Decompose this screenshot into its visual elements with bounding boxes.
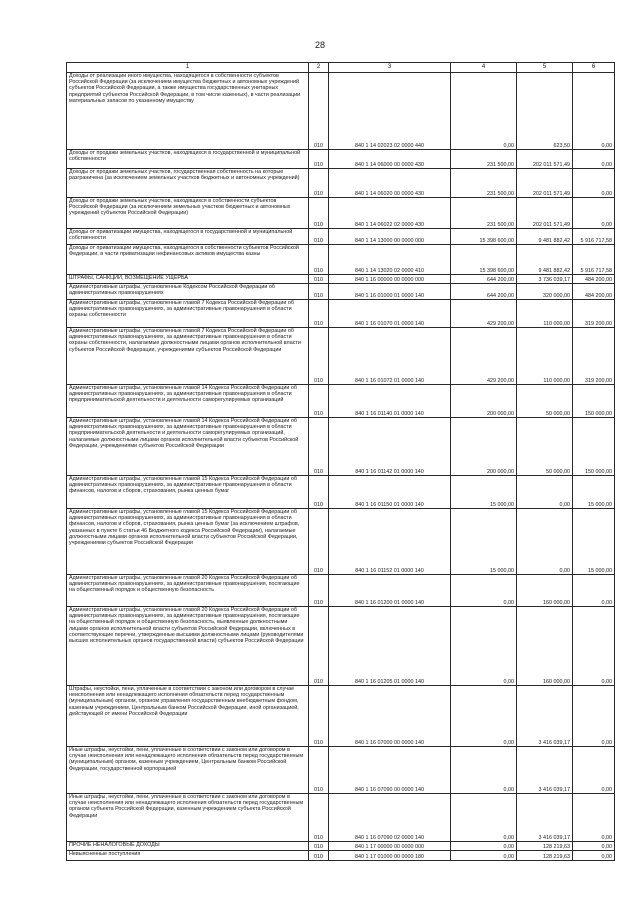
row-unexecuted-amount: 15 000,00 bbox=[573, 476, 615, 509]
row-executed-amount: 160 000,00 bbox=[517, 575, 573, 607]
row-line-code: 010 bbox=[309, 284, 329, 300]
row-approved-amount: 0,00 bbox=[451, 851, 517, 861]
row-line-code: 010 bbox=[309, 686, 329, 747]
row-approved-amount: 231 500,00 bbox=[451, 169, 517, 198]
row-approved-amount: 0,00 bbox=[451, 607, 517, 686]
row-line-code: 010 bbox=[309, 328, 329, 385]
row-budget-code: 840 1 14 06000 00 0000 430 bbox=[329, 150, 451, 169]
column-header-3: 3 bbox=[329, 63, 451, 73]
table-row bbox=[67, 686, 615, 747]
column-header-2: 2 bbox=[309, 63, 329, 73]
table-row bbox=[67, 328, 615, 385]
row-name: Административные штрафы, установленные главой 14 Кодекса Российской Федерации об административных правонарушениях, за административные правонарушения в области предпринимательской деятельности и деятельности саморегулируемых организаций, налагаемые должностными лицами органов исполнительной власти субъектов Российской Федерации, учреждениями субъектов Российской Федерации bbox=[67, 418, 309, 476]
row-unexecuted-amount: 0,00 bbox=[573, 842, 615, 851]
row-unexecuted-amount: 484 200,00 bbox=[573, 284, 615, 300]
row-approved-amount: 0,00 bbox=[451, 575, 517, 607]
row-line-code: 010 bbox=[309, 575, 329, 607]
row-approved-amount: 0,00 bbox=[451, 686, 517, 747]
row-unexecuted-amount: 0,00 bbox=[573, 575, 615, 607]
row-line-code: 010 bbox=[309, 73, 329, 150]
row-line-code: 010 bbox=[309, 229, 329, 245]
row-approved-amount: 644 200,00 bbox=[451, 284, 517, 300]
row-line-code: 010 bbox=[309, 150, 329, 169]
row-budget-code: 840 1 17 00000 00 0000 000 bbox=[329, 842, 451, 851]
row-approved-amount: 429 200,00 bbox=[451, 300, 517, 328]
row-name: Административные штрафы, установленные главой 20 Кодекса Российской Федерации об административных правонарушениях, за административные правонарушения, посягающие на общественный порядок и общественную безопасность, выявленные должностными лицами органов исполнительной власти субъектов Российской Федерации, включенных в соответствующие перечни, утвержденные высшими должностными лицами (руководителями высших исполнительных органов государственной власти) субъектов Российской Федерации bbox=[67, 607, 309, 686]
row-approved-amount: 15 000,00 bbox=[451, 509, 517, 575]
table-row bbox=[67, 300, 615, 328]
row-budget-code: 840 1 16 01140 01 0000 140 bbox=[329, 385, 451, 418]
table-row bbox=[67, 169, 615, 198]
table-row bbox=[67, 73, 615, 150]
row-line-code: 010 bbox=[309, 794, 329, 842]
row-budget-code: 840 1 16 01070 01 0000 140 bbox=[329, 300, 451, 328]
column-header-1: 1 bbox=[67, 63, 309, 73]
table-row bbox=[67, 851, 615, 861]
row-name: ПРОЧИЕ НЕНАЛОГОВЫЕ ДОХОДЫ bbox=[67, 842, 309, 851]
table-row bbox=[67, 245, 615, 275]
table-row bbox=[67, 275, 615, 284]
row-name: Доходы от продажи земельных участков, находящихся в государственной и муниципальной собственности bbox=[67, 150, 309, 169]
table-row bbox=[67, 607, 615, 686]
row-unexecuted-amount: 0,00 bbox=[573, 73, 615, 150]
row-line-code: 010 bbox=[309, 385, 329, 418]
row-executed-amount: 320 000,00 bbox=[517, 284, 573, 300]
row-name: Административные штрафы, установленные Кодексом Российской Федерации об административных правонарушениях bbox=[67, 284, 309, 300]
table-row bbox=[67, 747, 615, 794]
table-row bbox=[67, 385, 615, 418]
row-unexecuted-amount: 484 200,00 bbox=[573, 275, 615, 284]
row-unexecuted-amount: 0,00 bbox=[573, 198, 615, 229]
row-line-code: 010 bbox=[309, 851, 329, 861]
row-unexecuted-amount: 0,00 bbox=[573, 851, 615, 861]
row-unexecuted-amount: 0,00 bbox=[573, 747, 615, 794]
row-name: Штрафы, неустойки, пени, уплаченные в соответствии с законом или договором в случае неисполнения или ненадлежащего исполнения обязательств перед государственным (муниципальным) органом, органом управления государственным внебюджетным фондом, казенным учреждением, Центральным банком Российской Федерации, иной организацией, действующей от имени Российской Федерации bbox=[67, 686, 309, 747]
row-name: Невыясненные поступления bbox=[67, 851, 309, 861]
row-unexecuted-amount: 5 916 717,58 bbox=[573, 229, 615, 245]
row-name: Иные штрафы, неустойки, пени, уплаченные в соответствии с законом или договором в случае неисполнения или ненадлежащего исполнения обязательств перед государственным (муниципальным) органом, казенным учреждением, Центральным банком Российской Федерации, государственной корпорацией bbox=[67, 747, 309, 794]
row-unexecuted-amount: 0,00 bbox=[573, 150, 615, 169]
row-executed-amount: 9 481 882,42 bbox=[517, 245, 573, 275]
column-header-5: 5 bbox=[517, 63, 573, 73]
table-row bbox=[67, 150, 615, 169]
row-approved-amount: 15 000,00 bbox=[451, 476, 517, 509]
row-executed-amount: 202 011 571,49 bbox=[517, 150, 573, 169]
row-name: Доходы от продажи земельных участков, находящихся в собственности субъектов Российской Федерации (за исключением земельных участков бюджетных и автономных учреждений субъектов Российской Федерации) bbox=[67, 198, 309, 229]
row-unexecuted-amount: 15 000,00 bbox=[573, 509, 615, 575]
table-row bbox=[67, 198, 615, 229]
row-name: Административные штрафы, установленные главой 15 Кодекса Российской Федерации об административных правонарушениях, за административные правонарушения в области финансов, налогов и сборов, страхования, рынка ценных бумаг (за исключением штрафов, указанных в пункте 6 статьи 46 Бюджетного кодекса Российской Федерации), налагаемые должностными лицами органов исполнительной власти субъектов Российской Федерации, учреждениями субъектов Российской Федерации bbox=[67, 509, 309, 575]
row-budget-code: 840 1 16 07090 02 0000 140 bbox=[329, 794, 451, 842]
row-executed-amount: 110 000,00 bbox=[517, 328, 573, 385]
table-row bbox=[67, 509, 615, 575]
row-budget-code: 840 1 14 13020 02 0000 410 bbox=[329, 245, 451, 275]
row-line-code: 010 bbox=[309, 418, 329, 476]
row-line-code: 010 bbox=[309, 275, 329, 284]
row-budget-code: 840 1 16 01152 01 0000 140 bbox=[329, 509, 451, 575]
row-approved-amount: 0,00 bbox=[451, 747, 517, 794]
table-header-row bbox=[67, 63, 615, 73]
table-row bbox=[67, 229, 615, 245]
row-executed-amount: 3 416 039,17 bbox=[517, 794, 573, 842]
row-line-code: 010 bbox=[309, 476, 329, 509]
row-approved-amount: 231 500,00 bbox=[451, 150, 517, 169]
row-unexecuted-amount: 0,00 bbox=[573, 794, 615, 842]
row-executed-amount: 9 481 882,42 bbox=[517, 229, 573, 245]
row-executed-amount: 202 011 571,49 bbox=[517, 169, 573, 198]
table-row bbox=[67, 794, 615, 842]
revenue-table bbox=[66, 62, 615, 861]
row-unexecuted-amount: 150 000,00 bbox=[573, 418, 615, 476]
row-approved-amount: 429 200,00 bbox=[451, 328, 517, 385]
column-header-4: 4 bbox=[451, 63, 517, 73]
row-name: Административные штрафы, установленные главой 7 Кодекса Российской Федерации об административных правонарушениях, за административные правонарушения в области охраны собственности bbox=[67, 300, 309, 328]
row-executed-amount: 128 219,63 bbox=[517, 851, 573, 861]
row-approved-amount: 644 200,00 bbox=[451, 275, 517, 284]
row-unexecuted-amount: 0,00 bbox=[573, 607, 615, 686]
row-executed-amount: 50 000,00 bbox=[517, 385, 573, 418]
page-number: 28 bbox=[314, 40, 325, 50]
row-line-code: 010 bbox=[309, 245, 329, 275]
row-unexecuted-amount: 319 200,00 bbox=[573, 300, 615, 328]
row-approved-amount: 15 398 600,00 bbox=[451, 245, 517, 275]
row-budget-code: 840 1 14 02023 02 0000 440 bbox=[329, 73, 451, 150]
table-row bbox=[67, 418, 615, 476]
row-budget-code: 840 1 16 01150 01 0000 140 bbox=[329, 476, 451, 509]
row-budget-code: 840 1 14 13000 00 0000 000 bbox=[329, 229, 451, 245]
table-row bbox=[67, 476, 615, 509]
row-line-code: 010 bbox=[309, 300, 329, 328]
row-executed-amount: 128 219,63 bbox=[517, 842, 573, 851]
row-approved-amount: 0,00 bbox=[451, 73, 517, 150]
row-executed-amount: 50 000,00 bbox=[517, 418, 573, 476]
row-budget-code: 840 1 14 06022 02 0000 430 bbox=[329, 198, 451, 229]
row-name: Доходы от приватизации имущества, находящегося в собственности субъектов Российской Федерации, в части приватизации нефинансовых активов имущества казны bbox=[67, 245, 309, 275]
row-unexecuted-amount: 319 200,00 bbox=[573, 328, 615, 385]
row-approved-amount: 0,00 bbox=[451, 794, 517, 842]
row-name: Доходы от реализации иного имущества, находящегося в собственности субъектов Российской Федерации (за исключением имущества бюджетных и автономных учреждений субъектов Российской Федерации, а также имущества государственных унитарных предприятий субъектов Российской Федерации, в том числе казенных), в части реализации материальных запасов по указанному имуществу bbox=[67, 73, 309, 150]
table-row bbox=[67, 575, 615, 607]
row-budget-code: 840 1 16 07090 00 0000 140 bbox=[329, 747, 451, 794]
row-budget-code: 840 1 16 01205 01 0000 140 bbox=[329, 607, 451, 686]
row-approved-amount: 231 500,00 bbox=[451, 198, 517, 229]
row-name: Административные штрафы, установленные главой 15 Кодекса Российской Федерации об административных правонарушениях, за административные правонарушения в области финансов, налогов и сборов, страхования, рынка ценных бумаг bbox=[67, 476, 309, 509]
row-name: Доходы от приватизации имущества, находящегося в государственной и муниципальной собственности bbox=[67, 229, 309, 245]
row-approved-amount: 200 000,00 bbox=[451, 418, 517, 476]
row-executed-amount: 160 000,00 bbox=[517, 607, 573, 686]
table-row bbox=[67, 284, 615, 300]
row-line-code: 010 bbox=[309, 747, 329, 794]
row-budget-code: 840 1 16 00000 00 0000 000 bbox=[329, 275, 451, 284]
row-line-code: 010 bbox=[309, 169, 329, 198]
row-name: Доходы от продажи земельных участков, государственная собственность на которые разграничена (за исключением земельных участков бюджетных и автономных учреждений) bbox=[67, 169, 309, 198]
row-name: Административные штрафы, установленные главой 7 Кодекса Российской Федерации об административных правонарушениях, за административные правонарушения в области охраны собственности, налагаемые должностными лицами органов исполнительной власти субъектов Российской Федерации, учреждениями субъектов Российской Федерации bbox=[67, 328, 309, 385]
row-line-code: 010 bbox=[309, 509, 329, 575]
row-line-code: 010 bbox=[309, 842, 329, 851]
row-budget-code: 840 1 16 01142 01 0000 140 bbox=[329, 418, 451, 476]
row-name: Административные штрафы, установленные главой 20 Кодекса Российской Федерации об административных правонарушениях, за административные правонарушения, посягающие на общественный порядок и общественную безопасность bbox=[67, 575, 309, 607]
row-approved-amount: 0,00 bbox=[451, 842, 517, 851]
row-executed-amount: 110 000,00 bbox=[517, 300, 573, 328]
row-budget-code: 840 1 14 06020 00 0000 430 bbox=[329, 169, 451, 198]
row-line-code: 010 bbox=[309, 198, 329, 229]
row-approved-amount: 15 398 600,00 bbox=[451, 229, 517, 245]
row-budget-code: 840 1 16 01200 01 0000 140 bbox=[329, 575, 451, 607]
row-budget-code: 840 1 16 01072 01 0000 140 bbox=[329, 328, 451, 385]
row-unexecuted-amount: 5 916 717,58 bbox=[573, 245, 615, 275]
row-executed-amount: 623,50 bbox=[517, 73, 573, 150]
column-header-6: 6 bbox=[573, 63, 615, 73]
row-unexecuted-amount: 150 000,00 bbox=[573, 385, 615, 418]
row-unexecuted-amount: 0,00 bbox=[573, 686, 615, 747]
row-budget-code: 840 1 16 07000 00 0000 140 bbox=[329, 686, 451, 747]
row-executed-amount: 0,00 bbox=[517, 509, 573, 575]
table-row bbox=[67, 842, 615, 851]
row-name: Иные штрафы, неустойки, пени, уплаченные в соответствии с законом или договором в случае неисполнения или ненадлежащего исполнения обязательств перед государственным органом субъекта Российской Федерации, казенным учреждением субъекта Российской Федерации bbox=[67, 794, 309, 842]
row-name: ШТРАФЫ, САНКЦИИ, ВОЗМЕЩЕНИЕ УЩЕРБА bbox=[67, 275, 309, 284]
row-line-code: 010 bbox=[309, 607, 329, 686]
row-executed-amount: 0,00 bbox=[517, 476, 573, 509]
row-budget-code: 840 1 16 01000 01 0000 140 bbox=[329, 284, 451, 300]
row-executed-amount: 3 416 039,17 bbox=[517, 747, 573, 794]
row-executed-amount: 3 736 039,17 bbox=[517, 275, 573, 284]
row-executed-amount: 202 011 571,49 bbox=[517, 198, 573, 229]
row-unexecuted-amount: 0,00 bbox=[573, 169, 615, 198]
row-approved-amount: 200 000,00 bbox=[451, 385, 517, 418]
row-executed-amount: 3 416 039,17 bbox=[517, 686, 573, 747]
row-budget-code: 840 1 17 01000 00 0000 180 bbox=[329, 851, 451, 861]
row-name: Административные штрафы, установленные главой 14 Кодекса Российской Федерации об административных правонарушениях, за административные правонарушения в области предпринимательской деятельности и деятельности саморегулируемых организаций bbox=[67, 385, 309, 418]
